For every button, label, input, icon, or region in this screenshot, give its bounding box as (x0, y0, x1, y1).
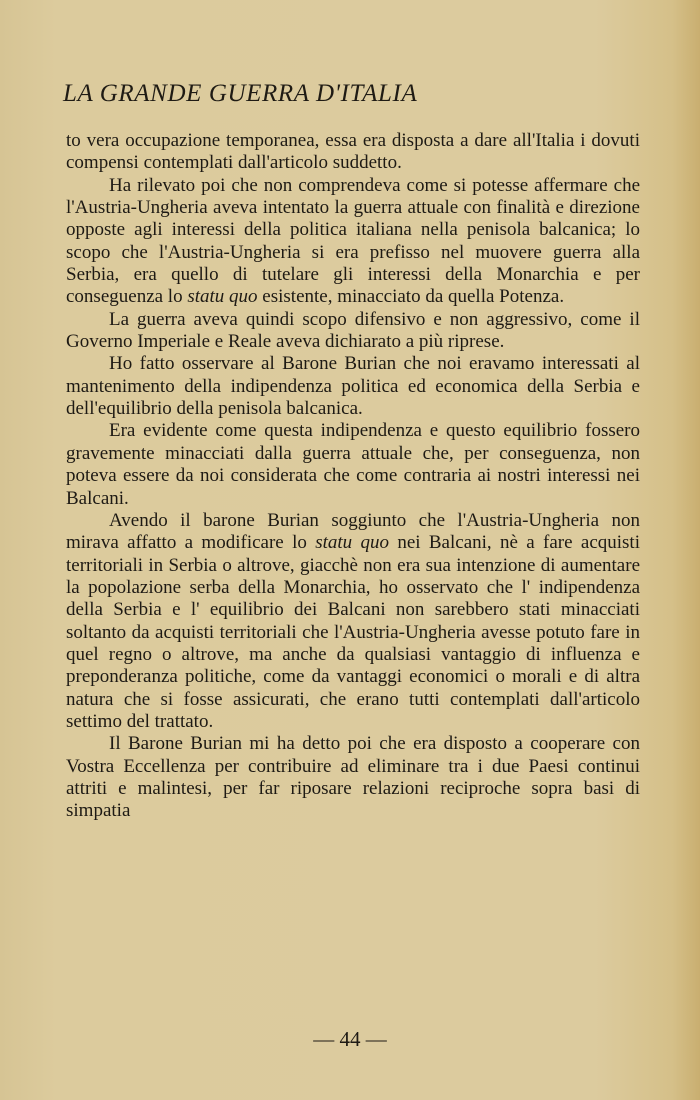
italic-text-run: statu quo (187, 286, 258, 308)
italic-text-run: statu quo (315, 532, 389, 554)
paragraph (66, 353, 640, 420)
text-run: Avendo il barone Burian soggiunto che l'Austria-Ungheria non mirava affatto a modificare lo (66, 509, 640, 554)
text-run: nei Balcani, nè a fare acquisti territoriali in Serbia o altrove, giacchè non era sua intenzione di aumentare la popolazione serba della Monarchia, ho osservato che l' indipendenza della Serbia e l' equilibrio dei Balcani non sarebbero stati minacciati soltanto da acquisti territoriali che l'Austria-Ungheria avesse potuto fare in quel regno o altrove, ma anche da qualsiasi vantaggio di influenza e preponderanza politiche, come da vantaggi economici o morali e di altra natura che si fosse assicurati, che erano tutti contemplati dall'articolo settimo del trattato. (66, 532, 640, 732)
paragraph (66, 175, 640, 309)
paragraph (66, 309, 640, 354)
text-run: La guerra aveva quindi scopo difensivo e non aggressivo, come il Governo Imperiale e Reale aveva dichiarato a più riprese. (66, 308, 640, 353)
page-number: — 44 — (313, 1027, 387, 1051)
text-run: Il Barone Burian mi ha detto poi che era disposto a cooperare con Vostra Eccellenza per contribuire ad eliminare tra i due Paesi continui attriti e malintesi, per far riposare relazioni reciproche sopra basi di simpatia (66, 733, 640, 822)
text-run: to vera occupazione temporanea, essa era disposta a dare all'Italia i dovuti compensi contemplati dall'articolo suddetto. (66, 130, 640, 174)
paragraph (66, 420, 640, 509)
text-run: Ho fatto osservare al Barone Burian che noi eravamo interessati al mantenimento della indipendenza politica ed economica della Serbia e dell'equilibrio della penisola balcanica. (66, 353, 640, 420)
paragraph (66, 733, 640, 822)
paragraph (66, 510, 640, 733)
text-run: Ha rilevato poi che non comprendeva come si potesse affermare che l'Austria-Ungheria aveva intentato la guerra attuale con finalità e direzione opposte agli interessi della politica italiana nella penisola balcanica; lo scopo che l'Austria-Ungheria si era prefisso nel muovere guerra alla Serbia, era quello di tutelare gli interessi della Monarchia e per conseguenza lo (66, 174, 640, 308)
paragraph (66, 130, 640, 175)
running-head: LA GRANDE GUERRA D'ITALIA (63, 80, 418, 107)
text-run: esistente, minacciato da quella Potenza. (257, 286, 565, 308)
text-run: Era evidente come questa indipendenza e questo equilibrio fossero gravemente minacciati dalla guerra attuale che, per conseguenza, non poteva essere da noi considerata che come contraria ai nostri interessi nei Balcani. (66, 420, 640, 509)
body-text (66, 130, 640, 823)
